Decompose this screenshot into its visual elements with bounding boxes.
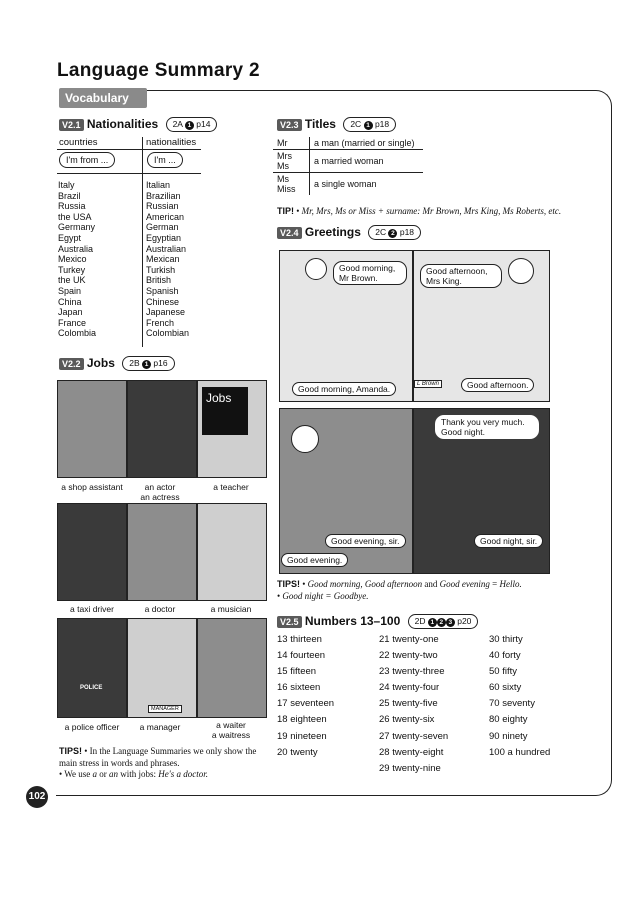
list-item: 28 twenty-eight xyxy=(379,746,444,758)
door-sign: L Brown xyxy=(414,380,442,388)
list-item: 19 nineteen xyxy=(277,730,327,742)
titles-table xyxy=(273,137,423,195)
greetings-heading xyxy=(277,225,421,240)
title-meaning: a married woman xyxy=(314,156,384,166)
list-item: 21 twenty-one xyxy=(379,634,439,645)
title-meaning: a man (married or single) xyxy=(314,138,415,148)
list-item: Colombian xyxy=(146,328,190,339)
bubble-good-night-sir: Good night, sir. xyxy=(474,534,543,548)
list-item: Chinese xyxy=(146,296,180,307)
reference-badge: 2C 1 p18 xyxy=(343,117,396,132)
police-sign: POLICE xyxy=(80,685,103,691)
taxi-driver-illustration xyxy=(57,503,127,601)
list-item: 27 twenty-seven xyxy=(379,730,449,742)
table-row xyxy=(273,150,423,173)
caption-actress: an actress xyxy=(140,492,180,502)
section-title: Nationalities xyxy=(86,117,159,131)
section-title: Titles xyxy=(304,117,336,131)
list-item: German xyxy=(146,222,179,233)
list-item: the USA xyxy=(58,211,92,222)
reference-badge: 2C 2 p18 xyxy=(368,225,421,240)
clock-icon xyxy=(305,258,327,280)
list-item: 18 eighteen xyxy=(277,714,327,726)
section-label: V2.3 xyxy=(277,119,302,131)
section-title: Greetings xyxy=(304,225,361,239)
bubble-good-afternoon: Good afternoon. xyxy=(461,378,534,392)
police-officer-illustration xyxy=(57,618,127,718)
list-item: Turkish xyxy=(146,264,176,275)
countries-list xyxy=(58,180,96,339)
list-item: French xyxy=(146,317,175,328)
list-item: Brazilian xyxy=(146,190,181,201)
page-title: Language Summary 2 xyxy=(57,60,260,81)
list-item: Brazil xyxy=(58,190,81,201)
bubble-good-morning-amanda: Good morning, Amanda. xyxy=(292,382,396,396)
shop-assistant-illustration xyxy=(57,380,127,478)
list-item: 90 ninety xyxy=(489,730,528,742)
title-key: Ms Miss xyxy=(273,173,310,196)
bubble-good-morning-mr-brown: Good morning, Mr Brown. xyxy=(333,261,407,285)
list-item: Italy xyxy=(58,180,75,190)
bubble-thank-you-good-night: Thank you very much. Good night. xyxy=(435,415,539,439)
doctor-illustration xyxy=(127,503,197,601)
section-title: Numbers 13–100 xyxy=(304,614,401,628)
caption-teacher: a teacher xyxy=(213,482,249,492)
list-item: 16 sixteen xyxy=(277,682,321,694)
caption-police-officer: a police officer xyxy=(64,722,120,732)
list-item: American xyxy=(146,211,185,222)
title-meaning: a single woman xyxy=(314,179,377,189)
list-item: Russia xyxy=(58,201,86,212)
clock-icon xyxy=(508,258,534,284)
reference-badge: 2B 1 p16 xyxy=(122,356,174,371)
list-item: Australian xyxy=(146,243,187,254)
column-divider xyxy=(57,173,201,174)
list-item: 13 thirteen xyxy=(277,634,322,645)
list-item: 80 eighty xyxy=(489,714,528,726)
reference-badge: 2D 1 2 3 p20 xyxy=(408,614,479,629)
list-item: Spanish xyxy=(146,285,179,296)
page-number: 102 xyxy=(26,786,48,808)
frame-corner xyxy=(595,90,612,107)
caption-actor: an actor xyxy=(144,482,176,492)
list-item: Turkey xyxy=(58,264,86,275)
list-item: British xyxy=(146,275,172,286)
section-label: V2.4 xyxy=(277,227,302,239)
caption-waitress: a waitress xyxy=(211,730,251,740)
table-row xyxy=(273,173,423,196)
clock-icon xyxy=(291,425,319,453)
list-item: Italian xyxy=(146,180,171,190)
manager-illustration xyxy=(127,618,197,718)
frame-right-border xyxy=(611,106,612,780)
jobs-blackboard: Jobs xyxy=(202,387,248,435)
section-label: V2.2 xyxy=(59,358,84,370)
table-row xyxy=(273,137,423,150)
speech-bubble-from: I'm from ... xyxy=(59,152,115,168)
titles-heading xyxy=(277,117,396,132)
list-item: Russian xyxy=(146,201,179,212)
list-item: 22 twenty-two xyxy=(379,650,438,662)
section-title: Jobs xyxy=(86,356,115,370)
vocabulary-badge: Vocabulary xyxy=(59,88,147,108)
caption-manager: a manager xyxy=(139,722,181,732)
tip-titles: TIP! • Mr, Mrs, Ms or Miss + surname: Mr Brown, Mrs King, Ms Roberts, etc. xyxy=(277,206,562,216)
list-item: Spain xyxy=(58,285,82,296)
title-key: Mrs Ms xyxy=(273,150,310,173)
reference-badge: 2A 1 p14 xyxy=(166,117,218,132)
list-item: 20 twenty xyxy=(277,746,318,758)
list-item: 15 fifteen xyxy=(277,666,317,678)
nationalities-column-heading: nationalities xyxy=(146,137,197,148)
countries-column-heading: countries xyxy=(59,137,98,148)
list-item: 100 a hundred xyxy=(489,746,551,758)
column-rule xyxy=(142,137,143,347)
column-divider xyxy=(57,149,201,150)
list-item: 23 twenty-three xyxy=(379,666,445,678)
frame-bottom-border xyxy=(56,795,596,796)
list-item: Egypt xyxy=(58,232,82,243)
list-item: 29 twenty-nine xyxy=(379,762,441,774)
title-key: Mr xyxy=(273,137,310,150)
list-item: Japan xyxy=(58,307,83,318)
list-item: Colombia xyxy=(58,328,97,339)
frame-bottom-corner xyxy=(595,779,612,796)
numbers-column-1 xyxy=(277,632,334,761)
numbers-column-2 xyxy=(379,632,448,777)
actor-actress-illustration xyxy=(127,380,197,478)
tips-greetings: TIPS! • Good morning, Good afternoon and Good evening = Hello. • Good night = Goodbye. xyxy=(277,579,522,601)
bubble-good-evening: Good evening. xyxy=(281,553,348,567)
list-item: Australia xyxy=(58,243,94,254)
list-item: 24 twenty-four xyxy=(379,682,440,694)
list-item: 40 forty xyxy=(489,650,521,662)
list-item: 25 twenty-five xyxy=(379,698,438,710)
list-item: the UK xyxy=(58,275,86,286)
list-item: 14 fourteen xyxy=(277,650,326,662)
nationalities-heading xyxy=(59,117,217,132)
caption-taxi-driver: a taxi driver xyxy=(70,604,114,614)
list-item: 50 fifty xyxy=(489,666,517,678)
caption-shop-assistant: a shop assistant xyxy=(61,482,123,492)
list-item: 17 seventeen xyxy=(277,698,335,710)
list-item: Egyptian xyxy=(146,232,182,243)
list-item: Germany xyxy=(58,222,96,233)
list-item: Mexico xyxy=(58,254,87,265)
list-item: 26 twenty-six xyxy=(379,714,435,726)
teacher-illustration xyxy=(197,380,267,478)
manager-sign: MANAGER xyxy=(148,705,182,713)
list-item: Japanese xyxy=(146,307,186,318)
section-label: V2.1 xyxy=(59,119,84,131)
frame-top-border xyxy=(140,90,595,91)
nationalities-list xyxy=(146,180,189,339)
list-item: 70 seventy xyxy=(489,698,535,710)
caption-musician: a musician xyxy=(210,604,252,614)
caption-waiter: a waiter xyxy=(216,720,246,730)
list-item: China xyxy=(58,296,82,307)
section-label: V2.5 xyxy=(277,616,302,628)
jobs-heading xyxy=(59,356,175,371)
numbers-heading xyxy=(277,614,478,629)
list-item: 30 thirty xyxy=(489,634,523,645)
bubble-good-afternoon-mrs-king: Good afternoon, Mrs King. xyxy=(420,264,502,288)
list-item: France xyxy=(58,317,87,328)
musician-illustration xyxy=(197,503,267,601)
numbers-column-3 xyxy=(489,632,550,761)
tips-stress: TIPS! • In the Language Summaries we only show the main stress in words and phrases. • We use a or an with jobs: He's a doctor. xyxy=(59,746,257,779)
speech-bubble-nationality: I'm ... xyxy=(147,152,183,168)
caption-doctor: a doctor xyxy=(144,604,176,614)
waiter-waitress-illustration xyxy=(197,618,267,718)
bubble-good-evening-sir: Good evening, sir. xyxy=(325,534,406,548)
list-item: 60 sixty xyxy=(489,682,522,694)
list-item: Mexican xyxy=(146,254,180,265)
